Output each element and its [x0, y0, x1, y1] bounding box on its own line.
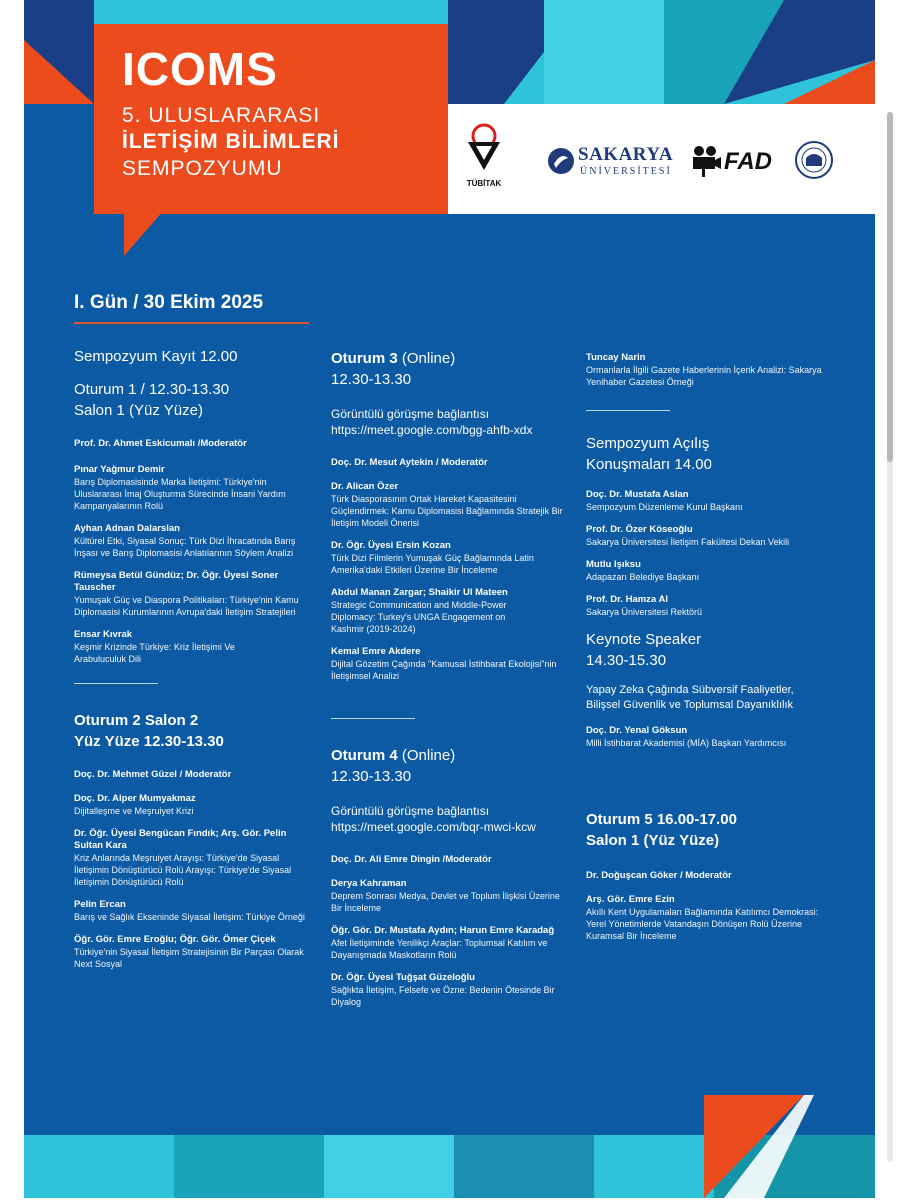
session-1-room: Salon 1 (Yüz Yüze) — [74, 402, 203, 419]
subtitle-line-2: İLETİŞİM BİLİMLERİ — [122, 130, 340, 153]
paper-author: Arş. Gör. Emre Ezin — [586, 894, 675, 905]
title-box — [94, 24, 448, 214]
paper-author: Dr. Öğr. Üyesi Bengücan Fındık; Arş. Gör. Pelin Sultan Kara — [74, 828, 287, 851]
column-1 — [74, 346, 314, 981]
sakarya-sub: ÜNİVERSİTESİ — [580, 166, 672, 177]
session-5-room: Salon 1 (Yüz Yüze) — [586, 832, 720, 849]
speaker-role: Sakarya Üniversitesi İletişim Fakültesi Dekan Vekili — [586, 537, 790, 547]
paper-author: Rümeysa Betül Gündüz; Dr. Öğr. Üyesi Soner Tauscher — [74, 570, 279, 593]
paper-item — [74, 934, 314, 970]
speaker-item — [586, 489, 826, 513]
paper-item — [331, 646, 571, 682]
logo-band — [448, 104, 875, 214]
section-divider — [74, 683, 158, 684]
speaker-role: Sempozyum Düzenleme Kurul Başkanı — [586, 502, 743, 512]
paper-author: Öğr. Gör. Emre Eroğlu; Öğr. Gör. Ömer Çiçek — [74, 934, 276, 945]
paper-author: Dr. Öğr. Üyesi Tuğşat Güzeloğlu — [331, 972, 475, 983]
speaker-item — [586, 594, 826, 618]
column-3 — [586, 352, 826, 953]
speaker-item — [586, 524, 826, 548]
paper-author: Pelin Ercan — [74, 899, 126, 910]
opening-time: Konuşmaları 14.00 — [586, 456, 712, 473]
session-3-link[interactable]: https://meet.google.com/bgg-ahfb-xdx — [331, 423, 533, 437]
session-3-time: 12.30-13.30 — [331, 371, 412, 388]
speaker-name: Mutlu Işıksu — [586, 559, 641, 570]
municipality-seal-logo — [794, 140, 834, 180]
day-title: I. Gün / 30 Ekim 2025 — [74, 292, 264, 313]
session-1-time: Oturum 1 / 12.30-13.30 — [74, 381, 230, 398]
column-2 — [331, 348, 571, 1019]
paper-title: Ormanlarla İlgili Gazete Haberlerinin İçerik Analizi: Sakarya Yenihaber Gazetesi Örneği — [586, 365, 822, 387]
paper-title: Kriz Anlarında Meşruiyet Arayışı: Türkiye'de Siyasal İletişimin Dönüştürücü Rolü Arayışı: Türkiye'de Siyasal İletişimin Dönüştürücü Rolü — [74, 853, 292, 887]
session-4-time: 12.30-13.30 — [331, 768, 412, 785]
session-2-moderator: Doç. Dr. Mehmet Güzel / Moderatör — [74, 769, 232, 780]
speaker-role: Sakarya Üniversitesi Rektörü — [586, 607, 703, 617]
session-4-heading — [331, 745, 571, 766]
keynote-title: Keynote Speaker — [586, 631, 702, 648]
paper-author: Dr. Alican Özer — [331, 481, 399, 492]
fad-logo — [690, 136, 780, 186]
speaker-item — [586, 559, 826, 583]
paper-item — [331, 481, 571, 529]
paper-title: Türk Diasporasının Ortak Hareket Kapasitesini Güçlendirmek: Kamu Diplomasisi Bağlamında Stratejik Bir İletişim Modeli Önerisi — [331, 494, 563, 528]
subtitle-line-1: 5. ULUSLARARASI — [122, 104, 321, 127]
registration-time: Sempozyum Kayıt 12.00 — [74, 348, 238, 365]
paper-item — [586, 894, 826, 942]
event-title: ICOMS — [122, 43, 278, 95]
scrollbar-thumb[interactable] — [887, 112, 893, 462]
paper-title: Türkiye'nin Siyasal İletişim Stratejisinin Bir Parçası Olarak Next Sosyal — [74, 947, 304, 969]
fad-label: FAD — [724, 148, 772, 175]
session-4-mode: (Online) — [397, 747, 456, 764]
session-5-moderator: Dr. Doğuşcan Göker / Moderatör — [586, 870, 732, 881]
speaker-name: Doç. Dr. Mustafa Aslan — [586, 489, 689, 500]
speaker-name: Prof. Dr. Özer Köseoğlu — [586, 524, 693, 535]
paper-title: Keşmir Krizinde Türkiye: Kriz İletişimi Ve Arabuluculuk Dili — [74, 642, 235, 664]
scrollbar[interactable] — [887, 112, 893, 1162]
paper-title: Kültürel Etki, Siyasal Sonuç: Türk Dizi İhracatında Barış İnşası ve Barış Diplomasisi Anlatılarının Söylem Analizi — [74, 536, 296, 558]
opening-title: Sempozyum Açılış — [586, 435, 710, 452]
paper-author: Abdul Manan Zargar; Shaikir Ul Mateen — [331, 587, 508, 598]
section-divider — [586, 410, 670, 411]
session-3-link-label: Görüntülü görüşme bağlantısı — [331, 407, 490, 421]
section-divider — [331, 718, 415, 719]
paper-title: Dijitalleşme ve Meşruiyet Krizi — [74, 806, 194, 816]
title-box-tail — [124, 210, 164, 256]
paper-author: Öğr. Gör. Dr. Mustafa Aydın; Harun Emre Karadağ — [331, 925, 555, 936]
sakarya-name: SAKARYA — [578, 144, 674, 165]
day-title-underline — [74, 322, 309, 324]
session-2-title: Oturum 2 Salon 2 — [74, 712, 199, 729]
subtitle-line-3: SEMPOZYUMU — [122, 157, 283, 180]
session-3-moderator: Doç. Dr. Mesut Aytekin / Moderatör — [331, 457, 488, 468]
paper-author: Dr. Öğr. Üyesi Ersin Kozan — [331, 540, 451, 551]
sakarya-university-logo — [546, 144, 676, 184]
paper-title: Dijital Gözetim Çağında "Kamusal İstihbarat Ekolojisi"nin İletişimsel Analizi — [331, 659, 557, 681]
speaker-role: Adapazarı Belediye Başkanı — [586, 572, 700, 582]
paper-item — [74, 828, 314, 888]
session-2-time: Yüz Yüze 12.30-13.30 — [74, 733, 224, 750]
paper-item — [586, 352, 826, 388]
paper-author: Tuncay Narin — [586, 352, 646, 363]
paper-item — [74, 899, 314, 923]
paper-author: Ayhan Adnan Dalarslan — [74, 523, 180, 534]
paper-author: Ensar Kıvrak — [74, 629, 133, 640]
paper-item — [74, 464, 314, 512]
tubitak-logo — [462, 122, 506, 188]
paper-title: Strategic Communication and Middle-Power Diplomacy: Turkey's UNGA Engagement on Kashmir (2019-2024) — [331, 600, 507, 634]
paper-item — [331, 587, 571, 635]
session-1-moderator: Prof. Dr. Ahmet Eskicumalı /Moderatör — [74, 438, 247, 449]
keynote-talk-title: Yapay Zeka Çağında Sübversif Faaliyetler, Bilişsel Güvenlik ve Toplumsal Dayanıklılık — [586, 684, 794, 711]
session-3-heading — [331, 348, 571, 369]
tubitak-label: TÜBİTAK — [466, 179, 502, 188]
session-4-link[interactable]: https://meet.google.com/bqr-mwci-kcw — [331, 820, 536, 834]
session-4-moderator: Doç. Dr. Ali Emre Dingin /Moderatör — [331, 854, 492, 865]
paper-title: Sağlıkta İletişim, Felsefe ve Özne: Bedenin Ötesinde Bir Diyalog — [331, 985, 555, 1007]
session-3-title: Oturum 3 — [331, 350, 398, 367]
paper-item — [74, 570, 314, 618]
paper-item — [331, 972, 571, 1008]
paper-item — [74, 523, 314, 559]
speaker-name: Prof. Dr. Hamza Al — [586, 594, 669, 605]
keynote-speaker: Doç. Dr. Yenal Göksun — [586, 725, 688, 736]
paper-item — [331, 540, 571, 576]
keynote-speaker-role: Milli İstihbarat Akademisi (MİA) Başkan Yardımcısı — [586, 738, 787, 748]
poster — [24, 0, 875, 1198]
session-4-title: Oturum 4 — [331, 747, 398, 764]
paper-item — [74, 629, 314, 665]
paper-title: Yumuşak Güç ve Diaspora Politikaları: Türkiye'nin Kamu Diplomasisi Kurumlarının Avrupa'daki İletişim Stratejileri — [74, 595, 299, 617]
session-4-link-label: Görüntülü görüşme bağlantısı — [331, 804, 490, 818]
paper-title: Türk Dizi Filmlerin Yumuşak Güç Bağlamında Latin Amerika'daki Etkileri Üzerine Bir İnceleme — [331, 553, 534, 575]
session-5-time: Oturum 5 16.00-17.00 — [586, 811, 737, 828]
paper-item — [331, 878, 571, 914]
paper-title: Afet İletişiminde Yenilikçi Araçlar: Toplumsal Katılım ve Dayanışmada Maskotların Rolü — [331, 938, 548, 960]
paper-author: Kemal Emre Akdere — [331, 646, 421, 657]
paper-title: Barış ve Sağlık Ekseninde Siyasal İletişim: Türkiye Örneği — [74, 912, 305, 922]
paper-title: Deprem Sonrası Medya, Devlet ve Toplum İlişkisi Üzerine Bir İnceleme — [331, 891, 560, 913]
keynote-time: 14.30-15.30 — [586, 652, 667, 669]
paper-title: Barış Diplomasisinde Marka İletişimi: Türkiye'nin Uluslararası İmaj Oluşturma Sürecinde İnsani Yardım Kampanyalarının Rolü — [74, 477, 286, 511]
session-3-mode: (Online) — [397, 350, 456, 367]
paper-item — [74, 793, 314, 817]
paper-title: Akıllı Kent Uygulamaları Bağlamında Katılımcı Demokrasi: Yerel Yönetimlerde Vatandaşın Dönüşen Rolü Üzerine Kuramsal Bir İnceleme — [586, 907, 819, 941]
paper-author: Derya Kahraman — [331, 878, 407, 889]
paper-author: Doç. Dr. Alper Mumyakmaz — [74, 793, 196, 804]
paper-item — [331, 925, 571, 961]
paper-author: Pınar Yağmur Demir — [74, 464, 165, 475]
